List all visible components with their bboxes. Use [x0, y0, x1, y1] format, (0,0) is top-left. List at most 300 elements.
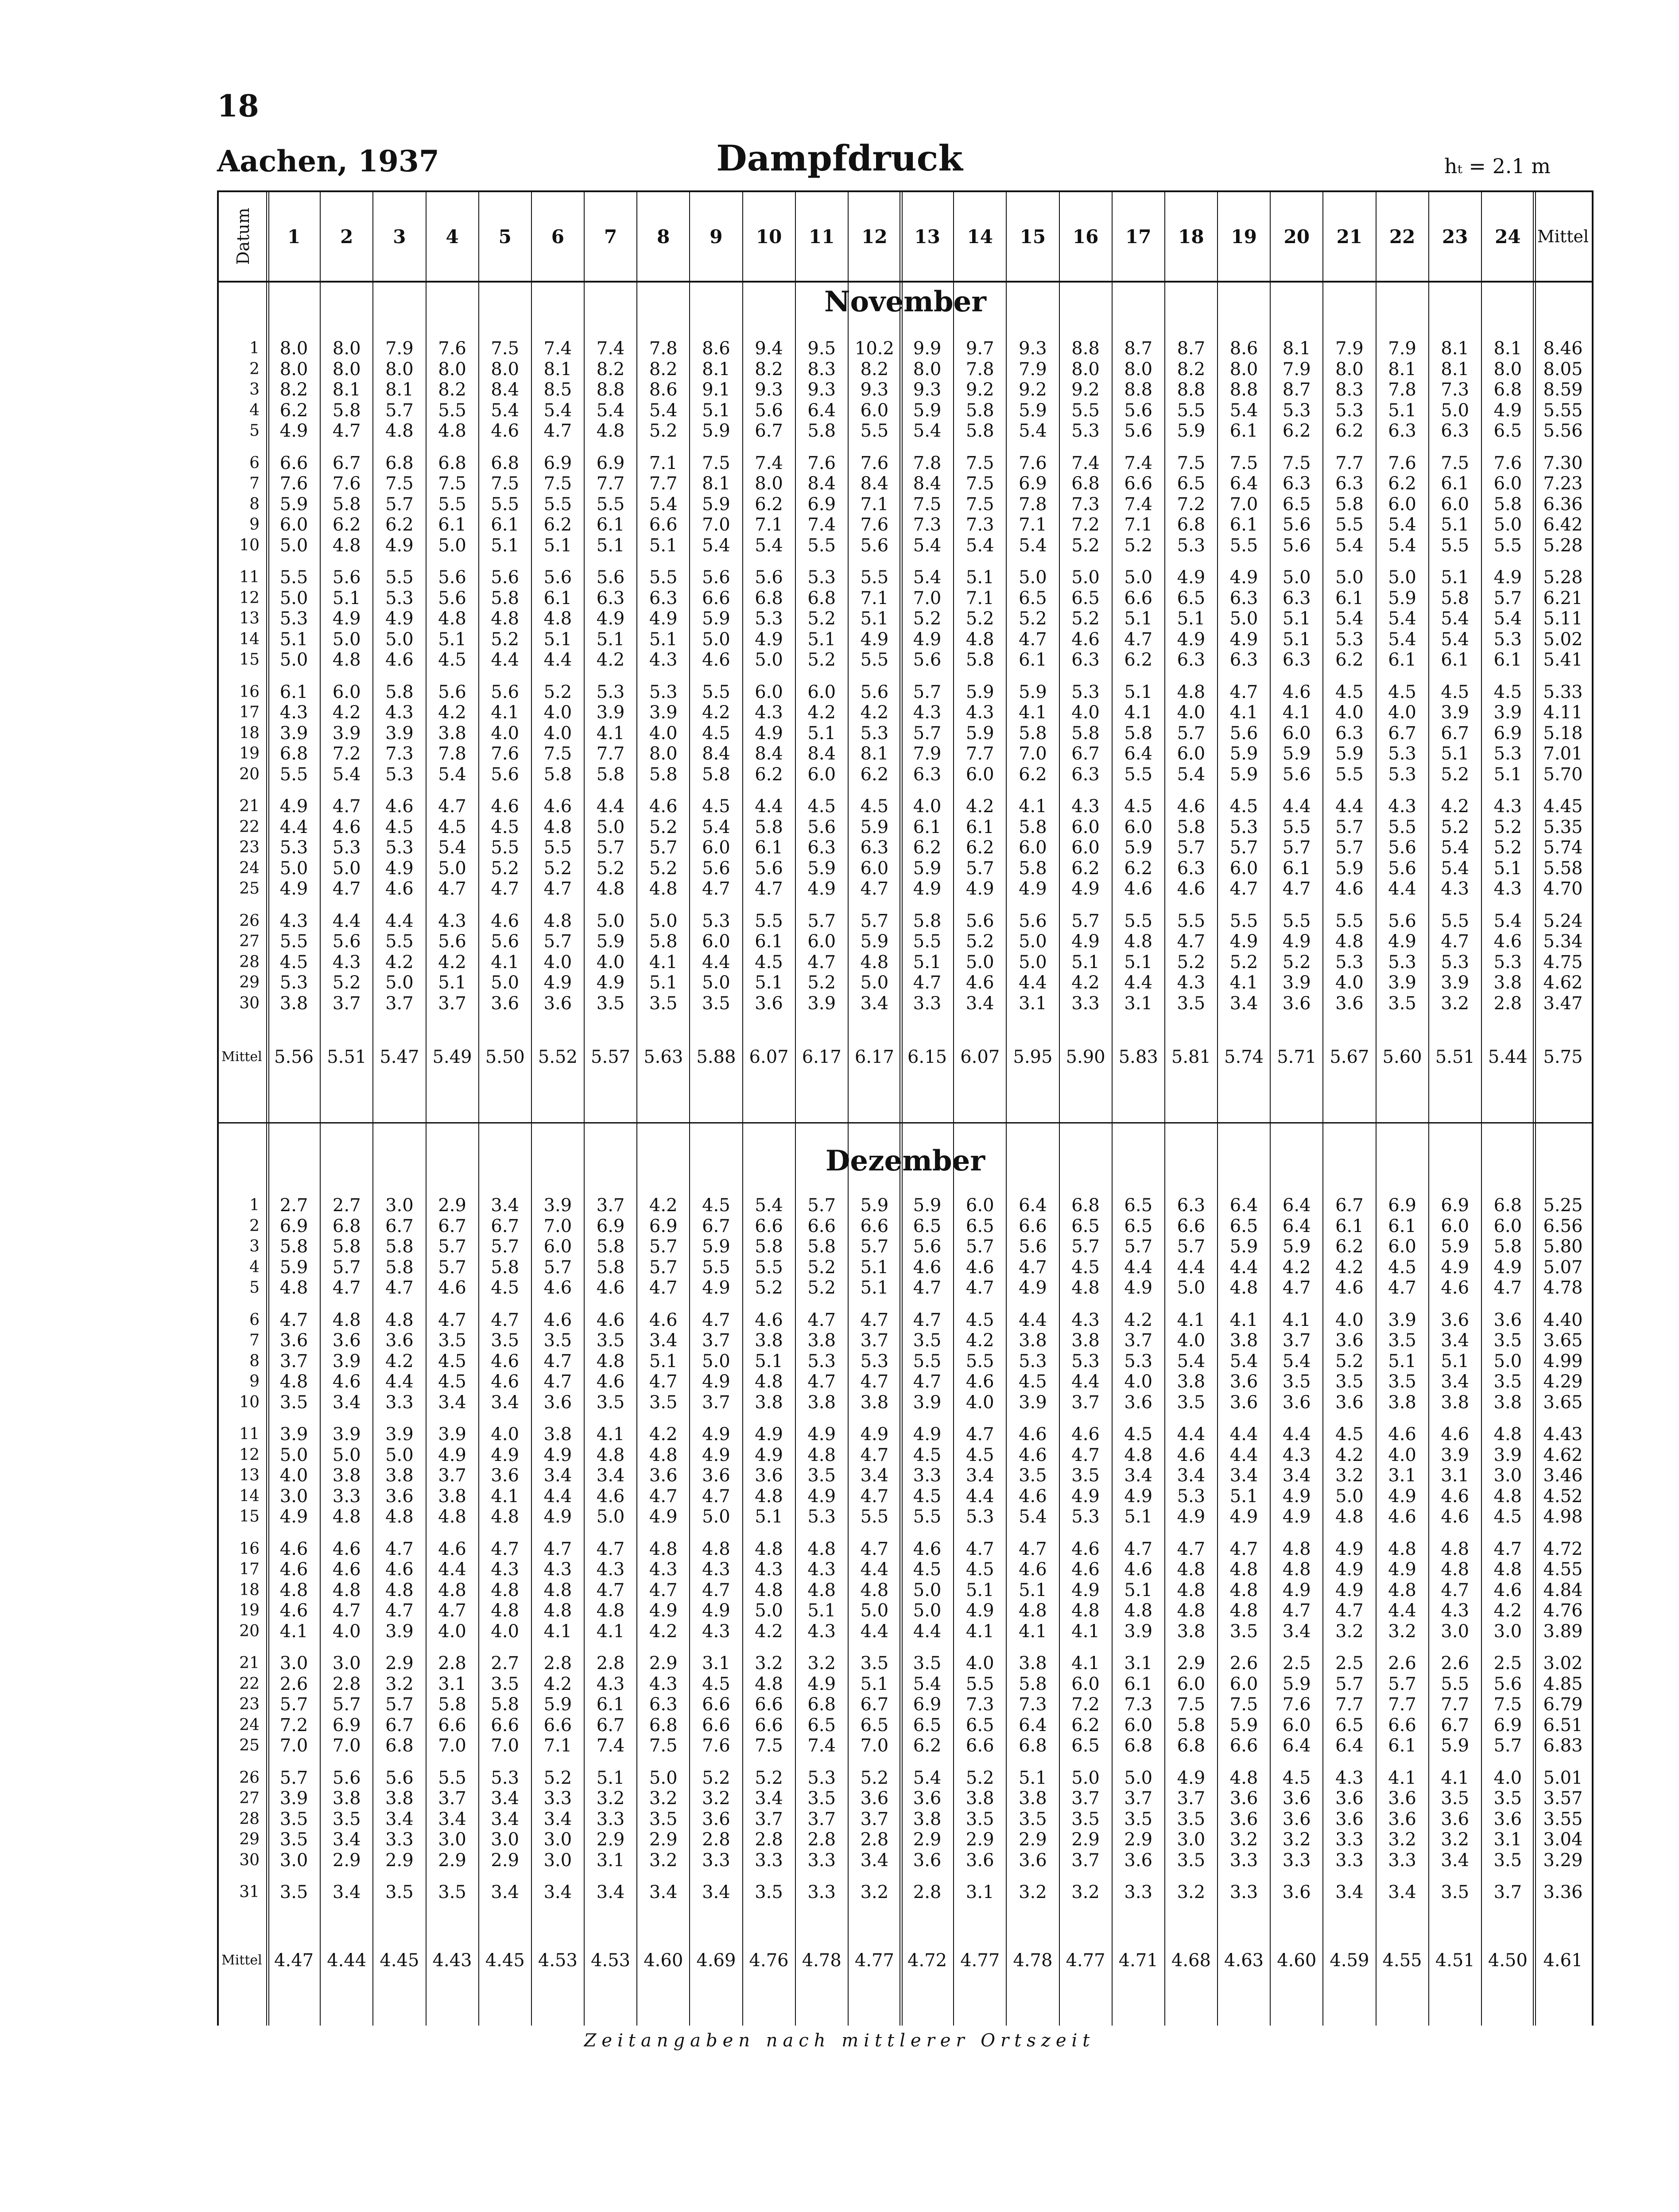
hourly-value: 5.9: [702, 608, 730, 629]
hourly-value: 5.7: [438, 1257, 466, 1278]
daily-mean: 3.47: [1543, 993, 1583, 1014]
hourly-value: 5.7: [596, 837, 625, 858]
hourly-value: 4.8: [1229, 1600, 1258, 1621]
hourly-value: 8.8: [1229, 380, 1258, 400]
table-row: [219, 1882, 1592, 1902]
hourly-value: 4.9: [860, 629, 889, 650]
hourly-value: 5.4: [1019, 421, 1047, 441]
hourly-value: 4.7: [860, 1445, 889, 1465]
hourly-value: 3.5: [1282, 1371, 1311, 1392]
hourly-value: 5.8: [1019, 858, 1047, 879]
hourly-value: 4.8: [332, 1309, 361, 1330]
daily-mean: 5.07: [1543, 1257, 1583, 1278]
hourly-value: 5.0: [702, 1507, 730, 1527]
day-label: 4: [249, 1258, 260, 1276]
hourly-value: 6.0: [1388, 494, 1416, 515]
hourly-value: 5.2: [966, 1767, 994, 1788]
table-row: [219, 400, 1592, 421]
hourly-value: 6.5: [966, 1715, 994, 1736]
hourly-value: 6.6: [860, 1216, 889, 1236]
hourly-value: 5.4: [1388, 515, 1416, 535]
hourly-value: 7.9: [1019, 359, 1047, 380]
hourly-value: 4.8: [332, 1507, 361, 1527]
hourly-value: 4.9: [1282, 931, 1311, 952]
hourly-value: 4.8: [279, 1371, 308, 1392]
hourly-value: 6.7: [596, 1715, 625, 1736]
hourly-value: 4.5: [279, 952, 308, 972]
hourly-value: 6.4: [1229, 473, 1258, 494]
hourly-value: 5.7: [807, 910, 836, 931]
hourly-value: 2.9: [1177, 1653, 1206, 1674]
hourly-value: 4.7: [332, 421, 361, 441]
hourly-value: 2.9: [649, 1829, 678, 1850]
hourly-mean: 5.50: [485, 1047, 525, 1067]
hourly-value: 6.5: [1335, 1715, 1364, 1736]
hourly-value: 5.4: [1493, 608, 1522, 629]
hourly-value: 6.4: [1335, 1736, 1364, 1756]
hourly-value: 3.5: [438, 1882, 466, 1902]
hourly-mean: 4.63: [1224, 1950, 1264, 1971]
hourly-value: 5.5: [491, 837, 520, 858]
hourly-value: 3.9: [543, 1195, 572, 1216]
daily-mean: 8.05: [1543, 359, 1583, 380]
hourly-value: 6.6: [543, 1715, 572, 1736]
hourly-value: 4.8: [438, 1580, 466, 1600]
hourly-value: 5.9: [1388, 588, 1416, 608]
hourly-value: 6.2: [543, 515, 572, 535]
day-label: 2: [249, 1216, 260, 1235]
hourly-value: 2.9: [332, 1850, 361, 1871]
hourly-value: 5.1: [1124, 1580, 1153, 1600]
hourly-value: 4.7: [1282, 1600, 1311, 1621]
hourly-value: 4.6: [1441, 1507, 1470, 1527]
hourly-value: 4.0: [543, 702, 572, 723]
hourly-value: 5.0: [1124, 567, 1153, 588]
hourly-value: 4.5: [913, 1559, 942, 1580]
daily-mean: 4.62: [1543, 972, 1583, 993]
hourly-value: 5.5: [860, 1507, 889, 1527]
hourly-value: 5.1: [755, 972, 783, 993]
hourly-value: 2.8: [860, 1829, 889, 1850]
hourly-value: 3.8: [1177, 1621, 1206, 1642]
daily-mean: 5.41: [1543, 650, 1583, 670]
hourly-value: 3.9: [385, 1621, 414, 1642]
hourly-value: 5.1: [1441, 567, 1470, 588]
header-hour: 14: [967, 225, 993, 248]
hourly-value: 5.7: [1071, 1236, 1100, 1257]
hourly-value: 4.1: [491, 702, 520, 723]
hourly-value: 4.7: [702, 1309, 730, 1330]
hourly-value: 6.5: [1071, 1736, 1100, 1756]
header-hour: 4: [446, 225, 459, 248]
hourly-value: 3.0: [1441, 1621, 1470, 1642]
hourly-value: 5.1: [1019, 1580, 1047, 1600]
hourly-value: 4.5: [1493, 1507, 1522, 1527]
hourly-value: 6.7: [491, 1216, 520, 1236]
hourly-value: 8.0: [438, 359, 466, 380]
hourly-value: 5.2: [649, 421, 678, 441]
hourly-value: 7.5: [755, 1736, 783, 1756]
hourly-value: 7.1: [860, 588, 889, 608]
hourly-value: 4.4: [1229, 1445, 1258, 1465]
hourly-value: 4.9: [860, 1424, 889, 1445]
header-hour: 13: [914, 225, 940, 248]
hourly-value: 5.1: [1388, 1351, 1416, 1371]
hourly-value: 5.1: [543, 535, 572, 556]
day-label: 22: [239, 817, 260, 836]
table-row: [219, 1653, 1592, 1674]
daily-mean: 6.51: [1543, 1715, 1583, 1736]
hourly-value: 3.7: [1071, 1788, 1100, 1809]
hourly-value: 3.5: [1493, 1850, 1522, 1871]
hourly-value: 3.8: [1071, 1330, 1100, 1351]
hourly-value: 6.9: [1493, 723, 1522, 744]
hourly-value: 8.0: [332, 359, 361, 380]
hourly-value: 6.2: [1071, 1715, 1100, 1736]
hourly-value: 3.4: [860, 993, 889, 1014]
hourly-value: 3.1: [702, 1653, 730, 1674]
hourly-value: 3.2: [702, 1788, 730, 1809]
hourly-value: 2.9: [438, 1195, 466, 1216]
hourly-value: 3.9: [279, 1424, 308, 1445]
hourly-value: 3.3: [1388, 1850, 1416, 1871]
hourly-value: 5.3: [1071, 1507, 1100, 1527]
hourly-value: 5.5: [860, 421, 889, 441]
hourly-value: 5.7: [543, 931, 572, 952]
hourly-value: 7.5: [385, 473, 414, 494]
hourly-value: 5.4: [1229, 1351, 1258, 1371]
hourly-value: 5.6: [332, 931, 361, 952]
hourly-mean: 4.60: [1277, 1950, 1317, 1971]
hourly-value: 3.7: [385, 993, 414, 1014]
hourly-value: 4.8: [332, 1580, 361, 1600]
hourly-value: 6.1: [1388, 1736, 1416, 1756]
hourly-value: 6.7: [1441, 1715, 1470, 1736]
hourly-value: 3.4: [491, 1809, 520, 1829]
hourly-value: 4.7: [1124, 1538, 1153, 1559]
hourly-value: 8.4: [913, 473, 942, 494]
hourly-value: 6.0: [966, 1195, 994, 1216]
hourly-value: 5.2: [807, 608, 836, 629]
hourly-value: 5.6: [1388, 858, 1416, 879]
day-label: 25: [239, 879, 260, 898]
hourly-value: 4.8: [807, 1538, 836, 1559]
hourly-value: 4.1: [279, 1621, 308, 1642]
hourly-value: 6.5: [913, 1216, 942, 1236]
hourly-value: 4.8: [1282, 1559, 1311, 1580]
hourly-value: 5.5: [438, 494, 466, 515]
hourly-value: 4.3: [702, 1621, 730, 1642]
table-row: [219, 1715, 1592, 1736]
hourly-value: 4.9: [702, 1371, 730, 1392]
hourly-value: 6.9: [543, 453, 572, 473]
hourly-value: 4.2: [1282, 1257, 1311, 1278]
hourly-value: 5.1: [913, 952, 942, 972]
hourly-value: 3.6: [966, 1850, 994, 1871]
hourly-value: 5.3: [1493, 952, 1522, 972]
hourly-value: 3.4: [755, 1788, 783, 1809]
hourly-value: 5.3: [596, 682, 625, 702]
hourly-value: 4.5: [860, 796, 889, 817]
hourly-value: 3.9: [332, 1424, 361, 1445]
hourly-value: 5.5: [966, 1674, 994, 1694]
hourly-value: 2.9: [1019, 1829, 1047, 1850]
station-and-year: Aachen, 1937: [217, 144, 439, 178]
hourly-value: 4.9: [1388, 1486, 1416, 1507]
hourly-value: 5.4: [649, 494, 678, 515]
daily-mean: 4.43: [1543, 1424, 1583, 1445]
hourly-value: 4.5: [807, 796, 836, 817]
hourly-value: 4.4: [1177, 1424, 1206, 1445]
hourly-value: 3.8: [1019, 1330, 1047, 1351]
hourly-value: 4.8: [1124, 1600, 1153, 1621]
footer-note: Zeitangaben nach mittlerer Ortszeit: [584, 2030, 1095, 2051]
hourly-value: 7.7: [1388, 1694, 1416, 1715]
hourly-value: 6.2: [1282, 421, 1311, 441]
hourly-value: 5.9: [279, 1257, 308, 1278]
hourly-value: 5.3: [385, 588, 414, 608]
day-label: 22: [239, 1674, 260, 1693]
hourly-value: 3.4: [491, 1882, 520, 1902]
hourly-value: 5.1: [1493, 858, 1522, 879]
hourly-value: 4.7: [966, 1538, 994, 1559]
hourly-value: 3.3: [1229, 1882, 1258, 1902]
table-row: [219, 817, 1592, 837]
hourly-value: 5.6: [438, 567, 466, 588]
hourly-value: 5.8: [807, 1236, 836, 1257]
hourly-value: 7.5: [1493, 1694, 1522, 1715]
hourly-value: 6.4: [807, 400, 836, 421]
hourly-value: 5.3: [279, 972, 308, 993]
hourly-value: 6.0: [543, 1236, 572, 1257]
hourly-value: 5.3: [1335, 629, 1364, 650]
hourly-value: 7.5: [491, 473, 520, 494]
hourly-value: 5.8: [332, 494, 361, 515]
hourly-value: 5.5: [1493, 535, 1522, 556]
hourly-value: 7.7: [596, 473, 625, 494]
hourly-value: 3.7: [755, 1809, 783, 1829]
hourly-value: 3.0: [279, 1653, 308, 1674]
hourly-value: 4.3: [755, 1559, 783, 1580]
hourly-value: 6.3: [649, 588, 678, 608]
hourly-value: 4.6: [596, 1371, 625, 1392]
hourly-value: 3.9: [1493, 702, 1522, 723]
day-label: 16: [239, 1539, 260, 1558]
hourly-value: 6.7: [332, 453, 361, 473]
hourly-value: 5.7: [966, 1236, 994, 1257]
hourly-value: 6.2: [1335, 421, 1364, 441]
hourly-value: 7.6: [807, 453, 836, 473]
hourly-value: 5.0: [438, 535, 466, 556]
hourly-value: 4.3: [596, 1674, 625, 1694]
hourly-value: 4.1: [1441, 1767, 1470, 1788]
hourly-value: 4.8: [1493, 1486, 1522, 1507]
hourly-value: 4.6: [1493, 1580, 1522, 1600]
hourly-mean: 5.67: [1330, 1047, 1369, 1067]
hourly-value: 5.3: [1177, 1486, 1206, 1507]
daily-mean: 6.56: [1543, 1216, 1583, 1236]
hourly-value: 3.6: [1124, 1850, 1153, 1871]
hourly-value: 5.3: [807, 1351, 836, 1371]
hourly-value: 4.1: [1177, 1309, 1206, 1330]
hourly-value: 5.8: [1019, 1674, 1047, 1694]
daily-mean: 4.99: [1543, 1351, 1583, 1371]
hourly-value: 4.4: [1124, 1257, 1153, 1278]
hourly-value: 3.8: [385, 1788, 414, 1809]
hourly-value: 7.4: [755, 453, 783, 473]
hourly-value: 3.7: [1124, 1788, 1153, 1809]
hourly-value: 4.3: [649, 1559, 678, 1580]
hourly-value: 6.3: [913, 764, 942, 785]
page-title: Dampfdruck: [716, 137, 963, 179]
hourly-value: 6.1: [1019, 650, 1047, 670]
hourly-value: 2.6: [1441, 1653, 1470, 1674]
hourly-value: 3.6: [1229, 1809, 1258, 1829]
hourly-value: 5.3: [332, 837, 361, 858]
hourly-value: 3.6: [649, 1465, 678, 1486]
hourly-value: 6.7: [860, 1694, 889, 1715]
hourly-mean: 4.60: [644, 1950, 683, 1971]
hourly-value: 5.8: [1441, 588, 1470, 608]
hourly-value: 4.3: [966, 702, 994, 723]
hourly-value: 4.0: [1177, 702, 1206, 723]
hourly-value: 5.2: [332, 972, 361, 993]
hourly-value: 4.6: [1019, 1445, 1047, 1465]
hourly-value: 4.7: [1229, 879, 1258, 899]
hourly-value: 5.1: [860, 1278, 889, 1298]
hourly-value: 4.9: [332, 608, 361, 629]
hourly-mean: 5.83: [1118, 1047, 1158, 1067]
hourly-value: 5.2: [807, 1278, 836, 1298]
hourly-value: 4.7: [332, 796, 361, 817]
hourly-value: 9.3: [860, 380, 889, 400]
hourly-value: 4.1: [1124, 702, 1153, 723]
hourly-value: 5.9: [1229, 764, 1258, 785]
hourly-value: 3.3: [1335, 1829, 1364, 1850]
hourly-value: 6.8: [807, 1694, 836, 1715]
daily-mean: 4.11: [1543, 702, 1583, 723]
hourly-value: 5.5: [1441, 535, 1470, 556]
hourly-value: 3.4: [1441, 1330, 1470, 1351]
hourly-value: 6.2: [1071, 858, 1100, 879]
hourly-value: 3.5: [1493, 1788, 1522, 1809]
hourly-value: 6.3: [1388, 421, 1416, 441]
hourly-value: 3.2: [649, 1788, 678, 1809]
hourly-value: 4.5: [966, 1445, 994, 1465]
hourly-value: 5.6: [1019, 1236, 1047, 1257]
hourly-value: 5.3: [1282, 400, 1311, 421]
hourly-value: 6.9: [1019, 473, 1047, 494]
hourly-value: 4.5: [1388, 1257, 1416, 1278]
hourly-value: 6.4: [1124, 744, 1153, 764]
hourly-value: 5.6: [438, 931, 466, 952]
hourly-value: 4.9: [596, 608, 625, 629]
hourly-value: 3.6: [1388, 1788, 1416, 1809]
hourly-value: 3.4: [1177, 1465, 1206, 1486]
hourly-value: 3.6: [385, 1330, 414, 1351]
hourly-value: 4.7: [649, 1486, 678, 1507]
day-label: 10: [239, 1393, 260, 1411]
hourly-value: 4.7: [1441, 1580, 1470, 1600]
hourly-value: 5.1: [649, 535, 678, 556]
hourly-value: 5.8: [649, 931, 678, 952]
hourly-value: 4.1: [1071, 1653, 1100, 1674]
hourly-value: 5.2: [649, 817, 678, 837]
hourly-value: 3.5: [279, 1829, 308, 1850]
hourly-value: 3.6: [1493, 1809, 1522, 1829]
hourly-value: 4.0: [1335, 702, 1364, 723]
hourly-value: 6.0: [1441, 1216, 1470, 1236]
hourly-value: 5.7: [860, 910, 889, 931]
hourly-value: 2.9: [596, 1829, 625, 1850]
hourly-value: 4.5: [491, 1278, 520, 1298]
hourly-value: 8.6: [649, 380, 678, 400]
hourly-value: 4.6: [1335, 879, 1364, 899]
hourly-value: 2.9: [913, 1829, 942, 1850]
hourly-value: 5.9: [1282, 1236, 1311, 1257]
hourly-value: 7.2: [279, 1715, 308, 1736]
hourly-value: 5.7: [1124, 1236, 1153, 1257]
hourly-mean: 5.51: [1435, 1047, 1475, 1067]
hourly-value: 7.8: [649, 338, 678, 359]
table-row: [219, 1559, 1592, 1580]
table-row: [219, 453, 1592, 473]
hourly-value: 3.6: [1019, 1850, 1047, 1871]
hourly-value: 9.3: [913, 380, 942, 400]
hourly-value: 3.6: [1388, 1809, 1416, 1829]
hourly-value: 5.9: [1282, 744, 1311, 764]
hourly-value: 3.6: [755, 1465, 783, 1486]
hourly-value: 5.1: [491, 535, 520, 556]
hourly-value: 5.2: [966, 608, 994, 629]
hourly-value: 4.1: [966, 1621, 994, 1642]
hourly-mean: 4.47: [274, 1950, 314, 1971]
hourly-value: 6.6: [702, 588, 730, 608]
hourly-value: 7.6: [332, 473, 361, 494]
hourly-value: 5.5: [279, 764, 308, 785]
hourly-value: 4.5: [438, 650, 466, 670]
hourly-value: 5.7: [649, 1257, 678, 1278]
hourly-value: 5.6: [1124, 421, 1153, 441]
hourly-value: 4.6: [649, 1309, 678, 1330]
hourly-value: 4.0: [1388, 1445, 1416, 1465]
hourly-value: 5.0: [596, 1507, 625, 1527]
hourly-value: 6.1: [1388, 650, 1416, 670]
hourly-value: 4.6: [279, 1600, 308, 1621]
hourly-value: 5.5: [1388, 817, 1416, 837]
hourly-value: 4.8: [1229, 1767, 1258, 1788]
hourly-value: 4.7: [438, 796, 466, 817]
daily-mean: 5.74: [1543, 837, 1583, 858]
hourly-mean: 4.59: [1330, 1950, 1369, 1971]
hourly-value: 3.7: [1177, 1788, 1206, 1809]
hourly-value: 4.8: [1229, 1559, 1258, 1580]
hourly-mean: 5.49: [432, 1047, 472, 1067]
hourly-value: 3.4: [543, 1882, 572, 1902]
table-row: [219, 879, 1592, 899]
hourly-value: 7.5: [966, 494, 994, 515]
hourly-value: 5.7: [279, 1694, 308, 1715]
hourly-value: 4.4: [860, 1621, 889, 1642]
hourly-value: 4.8: [596, 421, 625, 441]
hourly-value: 5.3: [1019, 1351, 1047, 1371]
hourly-value: 3.0: [385, 1195, 414, 1216]
hourly-value: 7.6: [491, 744, 520, 764]
hourly-value: 3.9: [1388, 972, 1416, 993]
table-row: [219, 494, 1592, 515]
hourly-value: 3.1: [1124, 993, 1153, 1014]
hourly-value: 4.7: [491, 1309, 520, 1330]
